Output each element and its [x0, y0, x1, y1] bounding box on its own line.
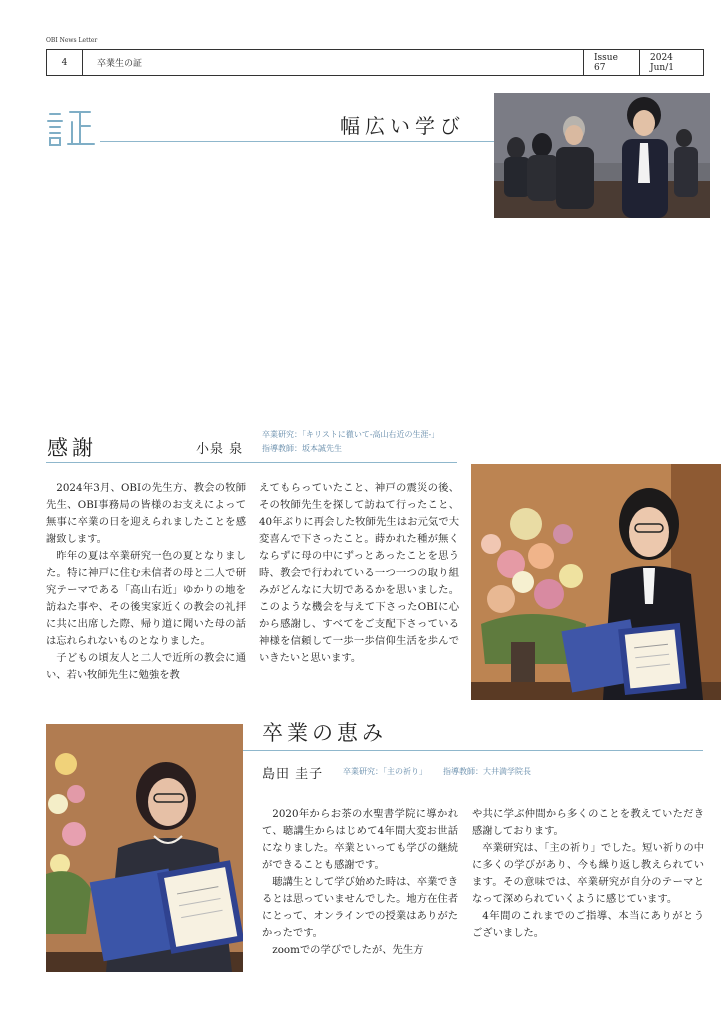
article-divider — [243, 750, 703, 751]
paragraph: えてもらっていたこと、神戸の震災の後、その牧師先生を探して訪ねて行ったこと、40年ぶりに再会した牧師先生はお元気で大変喜んで下さったこと。蒔かれた種が無くならずに母の中にずっとあったことを思う時、教会で行われている一つ一つの取り組みがどんなに大切であるかを思いました。このような機会を与えて下さったOBIに心から感謝し、すべてをご支配下さっている神様を信頼して一歩一歩信仰生活を歩んでいきたいと思います。 — [259, 482, 459, 664]
section-title: 幅広い学び — [340, 114, 465, 138]
newsletter-brand: OBI News Letter — [46, 37, 98, 44]
research-topic: 卒業研究：「キリストに徹いて-高山右近の生涯-」 — [262, 430, 440, 439]
page-header-bar — [46, 49, 704, 76]
article-column-3 — [262, 806, 458, 959]
sho-logo-icon — [46, 108, 98, 152]
paragraph: 2020年からお茶の水聖書学院に導かれて、聴講生からはじめて4年間大変お世話になりました。卒業といっても学びの継続ができることも感謝です。 — [262, 808, 458, 871]
article-title-kansha: 感謝 — [47, 436, 97, 460]
paragraph: 卒業研究は、「主の祈り」でした。短い祈りの中に多くの学びがあり、今も繰り返し教えられています。その意味では、卒業研究が自分のテーマとなって深められていくように感じています。 — [472, 842, 704, 905]
article-title-megumi: 卒業の恵み — [262, 721, 387, 745]
paragraph: 4年間のこれまでのご指導、本当にありがとうございました。 — [472, 910, 704, 939]
article-meta-shimada — [343, 766, 531, 777]
paragraph: 子どもの頃友人と二人で近所の教会に通い、若い牧師先生に勉強を教 — [46, 652, 246, 681]
article-column-4 — [472, 806, 704, 942]
advisor: 指導教師：大井満学院長 — [443, 767, 531, 776]
graduation-ceremony-photo — [494, 93, 710, 218]
article-divider — [46, 462, 457, 463]
issue-date: 2024 Jun/1 — [639, 50, 703, 75]
header-title: 卒業生の証 — [97, 59, 143, 69]
author-koizumi: 小泉 泉 — [196, 442, 244, 457]
paragraph: 2024年3月、OBIの先生方、教会の牧師先生、OBI事務局の皆様のお支えによって無事に卒業の日を迎えられましたことを感謝致します。 — [46, 482, 246, 545]
article-column-2 — [259, 480, 459, 667]
koizumi-portrait-photo — [471, 464, 721, 700]
issue-number: Issue 67 — [583, 50, 639, 75]
paragraph: 聴講生として学び始めた時は、卒業できるとは思っていませんでした。地方在住者にとって、オンラインでの授業はありがたかったです。 — [262, 876, 458, 939]
research-topic: 卒業研究：「主の祈り」 — [343, 767, 427, 776]
article-column-1 — [46, 480, 246, 684]
article-meta-koizumi — [262, 428, 439, 456]
paragraph: zoomでの学びでしたが、先生方 — [272, 944, 424, 956]
author-shimada: 島田 圭子 — [262, 767, 324, 782]
paragraph: 昨年の夏は卒業研究一色の夏となりました。特に神戸に住む未信者の母と二人で研究テーマである「高山右近」ゆかりの地を訪ねた事や、その後実家近くの教会の礼拝に共に出席した際、帰り道に聞いた母の話は忘れられないものとなりました。 — [46, 550, 246, 647]
page-number: 4 — [47, 50, 83, 75]
shimada-portrait-photo — [46, 724, 243, 972]
section-divider — [100, 141, 494, 142]
advisor: 指導教師：坂本誠先生 — [262, 444, 342, 453]
paragraph: や共に学ぶ仲間から多くのことを教えていただき感謝しております。 — [472, 808, 704, 837]
